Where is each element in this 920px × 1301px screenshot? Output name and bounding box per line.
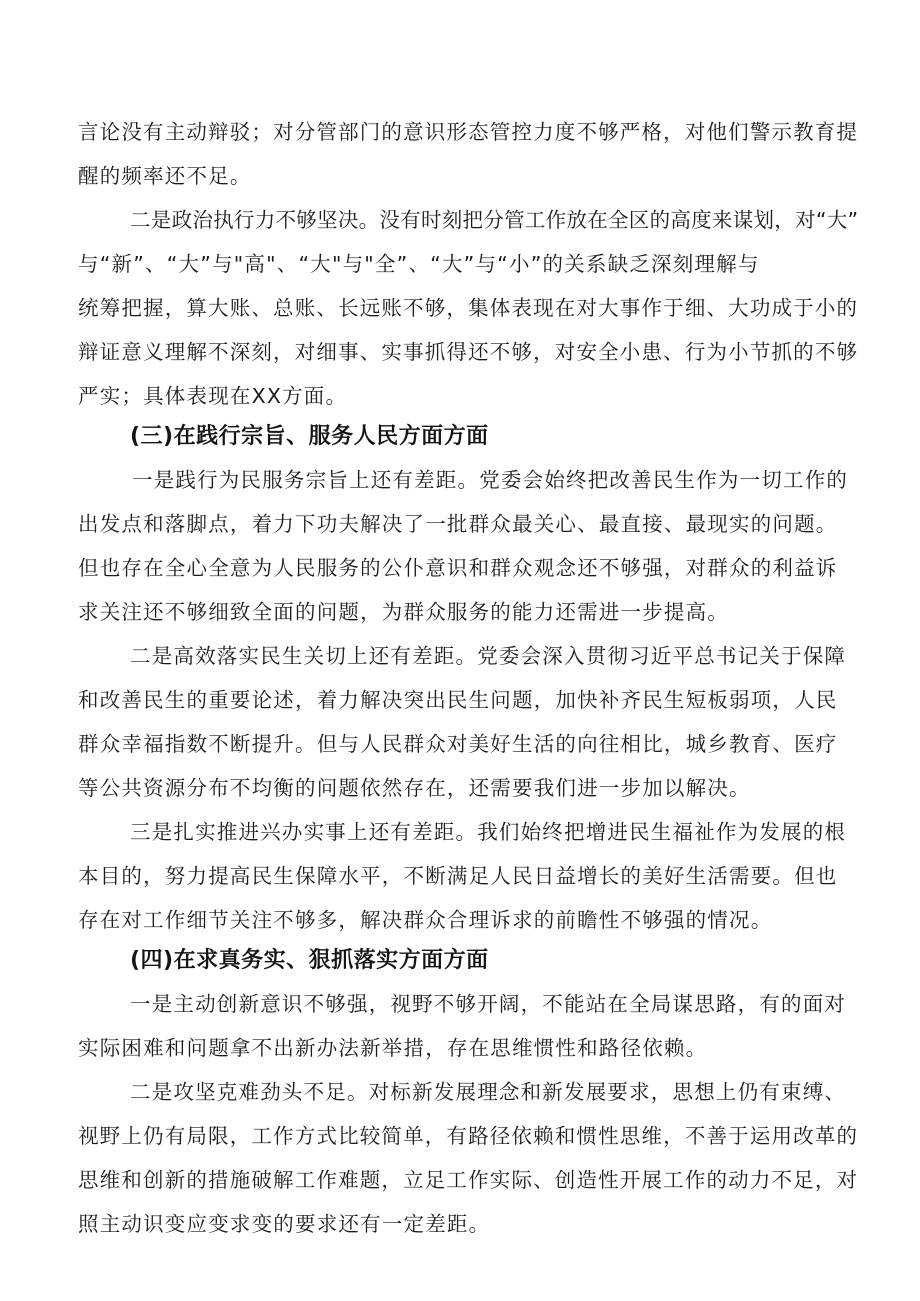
section-heading: (四)在求真务实、狠抓落实方面方面 — [130, 948, 489, 973]
text-line: 思维和创新的措施破解工作难题，立足工作实际、创造性开展工作的动力不足，对 — [78, 1168, 859, 1192]
text-line: 求关注还不够细致全面的问题，为群众服务的能力还需进一步提高。 — [78, 600, 729, 624]
text-line: 出发点和落脚点，着力下功夫解决了一批群众最关心、最直接、最现实的问题。 — [78, 512, 838, 536]
text-line: 与“新”、“大”与"高"、“大"与"全”、“大”与“小”的关系缺乏深刻理解与 — [78, 252, 760, 276]
text-line: 但也存在全心全意为人民服务的公仆意识和群众观念还不够强，对群众的利益诉 — [78, 556, 838, 580]
text-line: 群众幸福指数不断提升。但与人民群众对美好生活的向往相比，城乡教育、医疗 — [78, 732, 838, 756]
text-line: 等公共资源分布不均衡的问题依然存在，还需要我们进一步加以解决。 — [78, 776, 751, 800]
text-line: 统筹把握，算大账、总账、长远账不够，集体表现在对大事作于细、大功成于小的 — [78, 296, 859, 320]
text-line: 存在对工作细节关注不够多，解决群众合理诉求的前瞻性不够强的情况。 — [78, 908, 773, 932]
section-heading: (三)在践行宗旨、服务人民方面方面 — [130, 424, 489, 449]
text-line: 三是扎实推进兴办实事上还有差距。我们始终把增进民生福祉作为发展的根 — [130, 820, 847, 844]
text-line: 和改善民生的重要论述，着力解决突出民生问题，加快补齐民生短板弱项，人民 — [78, 688, 838, 712]
text-line: 言论没有主动辩驳；对分管部门的意识形态管控力度不够严格，对他们警示教育提 — [78, 120, 859, 144]
text-line: 照主动识变应变求变的要求还有一定差距。 — [78, 1212, 491, 1236]
text-line: 一是践行为民服务宗旨上还有差距。党委会始终把改善民生作为一切工作的 — [132, 468, 849, 492]
text-line: 严实；具体表现在XX方面。 — [78, 384, 348, 408]
text-line: 视野上仍有局限，工作方式比较简单，有路径依赖和惯性思维，不善于运用改革的 — [78, 1124, 859, 1148]
text-line: 二是政治执行力不够坚决。没有时刻把分管工作放在全区的高度来谋划，对“大” — [130, 208, 859, 232]
text-line: 实际困难和问题拿不出新办法新举措，存在思维惯性和路径依赖。 — [78, 1036, 708, 1060]
text-line: 一是主动创新意识不够强，视野不够开阔，不能站在全局谋思路，有的面对 — [130, 992, 847, 1016]
text-line: 辩证意义理解不深刻，对细事、实事抓得还不够，对安全小患、行为小节抓的不够 — [78, 340, 859, 364]
text-line: 本目的，努力提高民生保障水平，不断满足人民日益增长的美好生活需要。但也 — [78, 864, 838, 888]
text-line: 二是高效落实民生关切上还有差距。党委会深入贯彻习近平总书记关于保障 — [130, 644, 847, 668]
text-line: 醒的频率还不足。 — [78, 164, 252, 188]
text-line: 二是攻坚克难劲头不足。对标新发展理念和新发展要求，思想上仍有束缚、 — [130, 1080, 847, 1104]
